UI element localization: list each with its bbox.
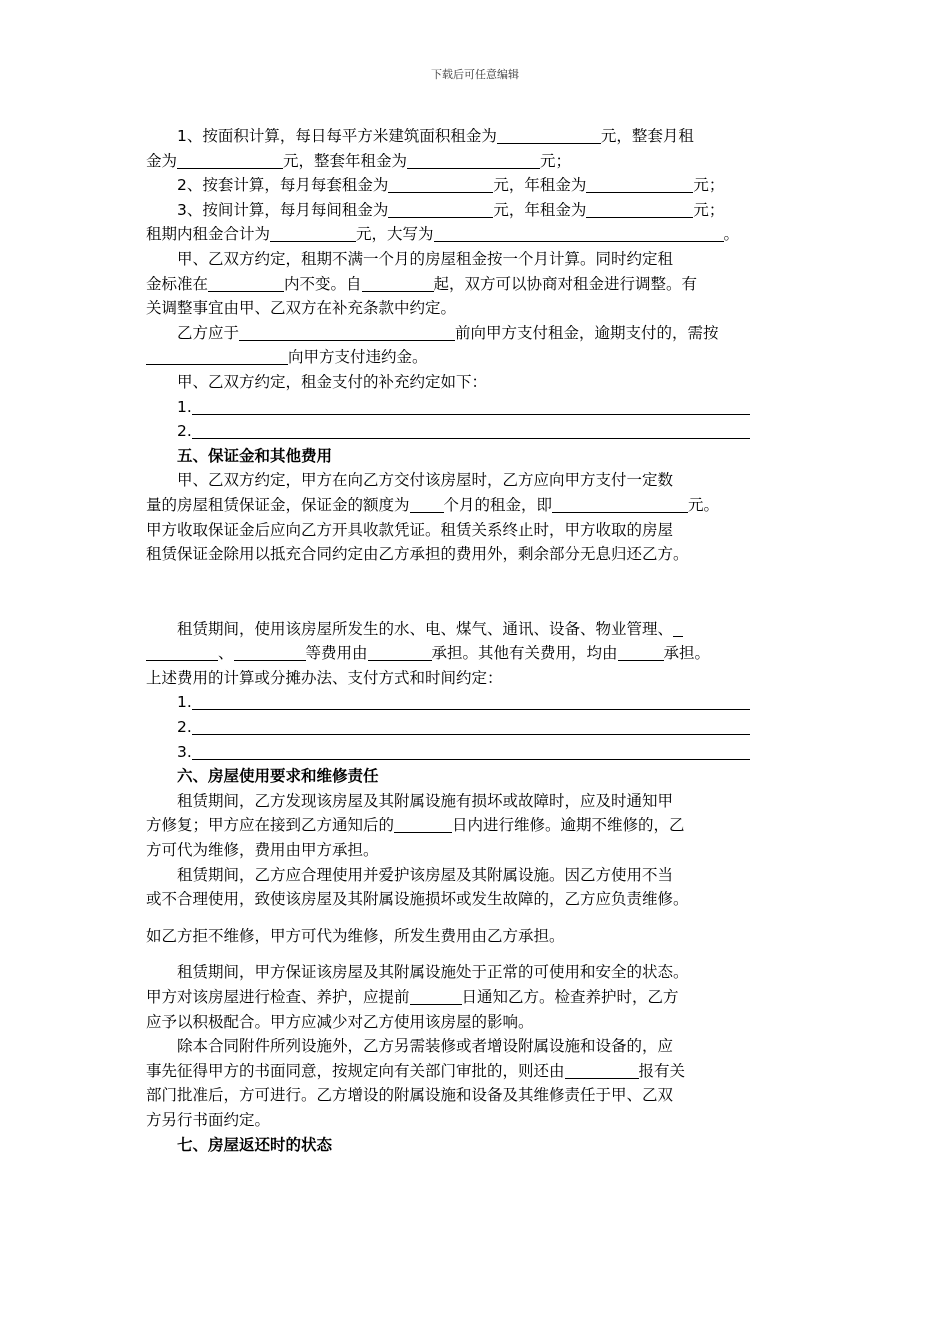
blank-field[interactable] bbox=[410, 497, 444, 513]
text: 元。 bbox=[688, 495, 720, 514]
rent-term-line-2 bbox=[146, 272, 791, 297]
proper-use-line-2 bbox=[146, 887, 791, 912]
blank-field[interactable] bbox=[208, 276, 284, 292]
fees-line-2 bbox=[146, 641, 791, 666]
blank-field[interactable] bbox=[146, 349, 288, 365]
list-number: 1. bbox=[177, 693, 192, 712]
blank-field[interactable] bbox=[146, 645, 218, 661]
text: 向甲方支付违约金。 bbox=[288, 348, 428, 367]
text: 乙方应于 bbox=[177, 323, 240, 342]
text: 前向甲方支付租金，逾期支付的，需按 bbox=[455, 323, 719, 342]
text: 租赁期间，使用该房屋所发生的水、电、煤气、通讯、设备、物业管理、 bbox=[177, 619, 674, 638]
supplement-item-1 bbox=[146, 395, 791, 420]
text: 元； bbox=[693, 176, 725, 195]
blank-field[interactable] bbox=[673, 621, 683, 637]
text: 元，年租金为 bbox=[493, 200, 587, 219]
text: 日通知乙方。检查养护时，乙方 bbox=[461, 988, 679, 1006]
supplement-intro bbox=[146, 370, 791, 395]
supplement-item-2 bbox=[146, 419, 791, 444]
text: 甲、乙双方约定，租金支付的补充约定如下： bbox=[177, 372, 488, 391]
section-heading-7: 七、房屋返还时的状态 bbox=[177, 1135, 333, 1154]
blank-field[interactable] bbox=[368, 645, 432, 661]
list-number: 3. bbox=[177, 742, 192, 761]
text: 元，大写为 bbox=[356, 225, 434, 244]
renovation-line-1 bbox=[146, 1034, 791, 1059]
blank-field[interactable] bbox=[434, 226, 724, 242]
proper-use-line-3 bbox=[146, 924, 791, 949]
blank-field[interactable] bbox=[192, 744, 750, 760]
section-heading-5: 五、保证金和其他费用 bbox=[177, 446, 333, 465]
text: 应予以积极配合。甲方应减少对乙方使用该房屋的影响。 bbox=[146, 1012, 534, 1031]
text: 。 bbox=[723, 225, 740, 244]
text: 方可代为维修，费用由甲方承担。 bbox=[146, 841, 379, 860]
blank-field[interactable] bbox=[388, 177, 493, 193]
section-heading-6: 六、房屋使用要求和维修责任 bbox=[177, 767, 379, 786]
rent-term-line-3 bbox=[146, 296, 791, 321]
text: 甲、乙双方约定，甲方在向乙方交付该房屋时，乙方应向甲方支付一定数 bbox=[177, 471, 674, 490]
text: 元； bbox=[540, 151, 572, 170]
proper-use-line-1 bbox=[146, 863, 791, 888]
rent-by-area-line-1 bbox=[146, 124, 791, 149]
blank-field[interactable] bbox=[586, 202, 693, 218]
blank-field[interactable] bbox=[618, 645, 664, 661]
rent-total-line bbox=[146, 222, 791, 247]
text: 3、按间计算，每月每间租金为 bbox=[177, 200, 389, 219]
safety-line-2 bbox=[146, 985, 791, 1010]
blank-field[interactable] bbox=[565, 1063, 639, 1079]
blank-field[interactable] bbox=[177, 153, 283, 169]
blank-field[interactable] bbox=[552, 497, 688, 513]
text: 日内进行维修。逾期不维修的，乙 bbox=[452, 816, 685, 835]
deposit-line-3 bbox=[146, 518, 791, 543]
text: 除本合同附件所列设施外，乙方另需装修或者增设附属设施和设备的，应 bbox=[177, 1037, 674, 1056]
text: 元，整套年租金为 bbox=[283, 151, 408, 170]
fees-item-2 bbox=[146, 715, 791, 740]
text: 量的房屋租赁保证金，保证金的额度为 bbox=[146, 495, 410, 514]
text: 或不合理使用，致使该房屋及其附属设施损坏或发生故障的，乙方应负责维修。 bbox=[146, 890, 689, 909]
blank-field[interactable] bbox=[192, 399, 750, 415]
deposit-line-1 bbox=[146, 468, 791, 493]
text: 等费用由 bbox=[305, 644, 368, 663]
payment-deadline-line-2 bbox=[146, 345, 791, 370]
list-number: 2. bbox=[177, 718, 192, 737]
text: 方另行书面约定。 bbox=[146, 1110, 271, 1129]
repair-line-2 bbox=[146, 813, 791, 838]
text: 甲方收取保证金后应向乙方开具收款凭证。租赁关系终止时，甲方收取的房屋 bbox=[146, 520, 674, 539]
text: 2、按套计算，每月每套租金为 bbox=[177, 176, 389, 195]
repair-line-3 bbox=[146, 838, 791, 863]
blank-field[interactable] bbox=[234, 645, 306, 661]
text: 金标准在 bbox=[146, 274, 209, 293]
text: 承担。 bbox=[663, 644, 711, 663]
deposit-line-2 bbox=[146, 493, 791, 518]
blank-field[interactable] bbox=[410, 989, 462, 1005]
blank-field[interactable] bbox=[394, 817, 452, 833]
repair-line-1 bbox=[146, 789, 791, 814]
blank-field[interactable] bbox=[270, 226, 356, 242]
text: 租赁期间，乙方应合理使用并爱护该房屋及其附属设施。因乙方使用不当 bbox=[177, 865, 674, 884]
document-body bbox=[146, 124, 791, 1157]
list-number: 2. bbox=[177, 422, 192, 441]
blank-field[interactable] bbox=[192, 694, 750, 710]
blank-field[interactable] bbox=[586, 177, 693, 193]
text: 租赁期间，甲方保证该房屋及其附属设施处于正常的可使用和安全的状态。 bbox=[177, 963, 689, 982]
fees-line-3 bbox=[146, 666, 791, 691]
renovation-line-3 bbox=[146, 1083, 791, 1108]
text: 租期内租金合计为 bbox=[146, 225, 271, 244]
renovation-line-2 bbox=[146, 1059, 791, 1084]
safety-line-1 bbox=[146, 960, 791, 985]
text: 甲、乙双方约定，租期不满一个月的房屋租金按一个月计算。同时约定租 bbox=[177, 249, 674, 268]
text: 个月的租金，即 bbox=[443, 495, 553, 514]
text: 上述费用的计算或分摊办法、支付方式和时间约定： bbox=[146, 668, 503, 687]
text: 甲方对该房屋进行检查、养护，应提前 bbox=[146, 988, 410, 1006]
text: 金为 bbox=[146, 151, 178, 170]
blank-field[interactable] bbox=[192, 423, 750, 439]
fees-item-1 bbox=[146, 690, 791, 715]
text: 元，年租金为 bbox=[493, 176, 587, 195]
text: 起，双方可以协商对租金进行调整。有 bbox=[433, 274, 698, 293]
text: 、 bbox=[218, 644, 234, 663]
text: 租赁期间，乙方发现该房屋及其附属设施有损坏或故障时，应及时通知甲 bbox=[177, 791, 674, 810]
text: 如乙方拒不维修，甲方可代为维修，所发生费用由乙方承担。 bbox=[146, 926, 565, 945]
text: 事先征得甲方的书面同意，按规定向有关部门审批的，则还由 bbox=[146, 1061, 565, 1080]
blank-field[interactable] bbox=[239, 325, 455, 341]
blank-field[interactable] bbox=[497, 128, 601, 144]
payment-deadline-line-1 bbox=[146, 321, 791, 346]
blank-field[interactable] bbox=[388, 202, 493, 218]
text: 报有关 bbox=[638, 1061, 686, 1080]
text: 元； bbox=[693, 200, 725, 219]
text: 部门批准后，方可进行。乙方增设的附属设施和设备及其维修责任于甲、乙双 bbox=[146, 1086, 674, 1105]
rent-by-unit-line bbox=[146, 173, 791, 198]
rent-by-room-line bbox=[146, 198, 791, 223]
text: 承担。其他有关费用，均由 bbox=[431, 644, 618, 663]
text: 关调整事宜由甲、乙双方在补充条款中约定。 bbox=[146, 299, 457, 318]
safety-line-3 bbox=[146, 1010, 791, 1035]
blank-field[interactable] bbox=[362, 276, 434, 292]
text: 内不变。自 bbox=[284, 274, 362, 293]
rent-by-area-line-2 bbox=[146, 149, 791, 174]
rent-term-line-1 bbox=[146, 247, 791, 272]
text: 元，整套月租 bbox=[600, 127, 694, 145]
renovation-line-4 bbox=[146, 1108, 791, 1133]
text: 1、按面积计算，每日每平方米建筑面积租金为 bbox=[177, 127, 497, 145]
page-header: 下载后可任意编辑 bbox=[431, 68, 519, 81]
text: 方修复；甲方应在接到乙方通知后的 bbox=[146, 816, 395, 835]
fees-item-3 bbox=[146, 740, 791, 765]
blank-field[interactable] bbox=[407, 153, 540, 169]
fees-line-1 bbox=[146, 617, 791, 642]
blank-field[interactable] bbox=[192, 719, 750, 735]
list-number: 1. bbox=[177, 397, 192, 416]
deposit-line-4 bbox=[146, 542, 791, 567]
text: 租赁保证金除用以抵充合同约定由乙方承担的费用外，剩余部分无息归还乙方。 bbox=[146, 545, 689, 564]
